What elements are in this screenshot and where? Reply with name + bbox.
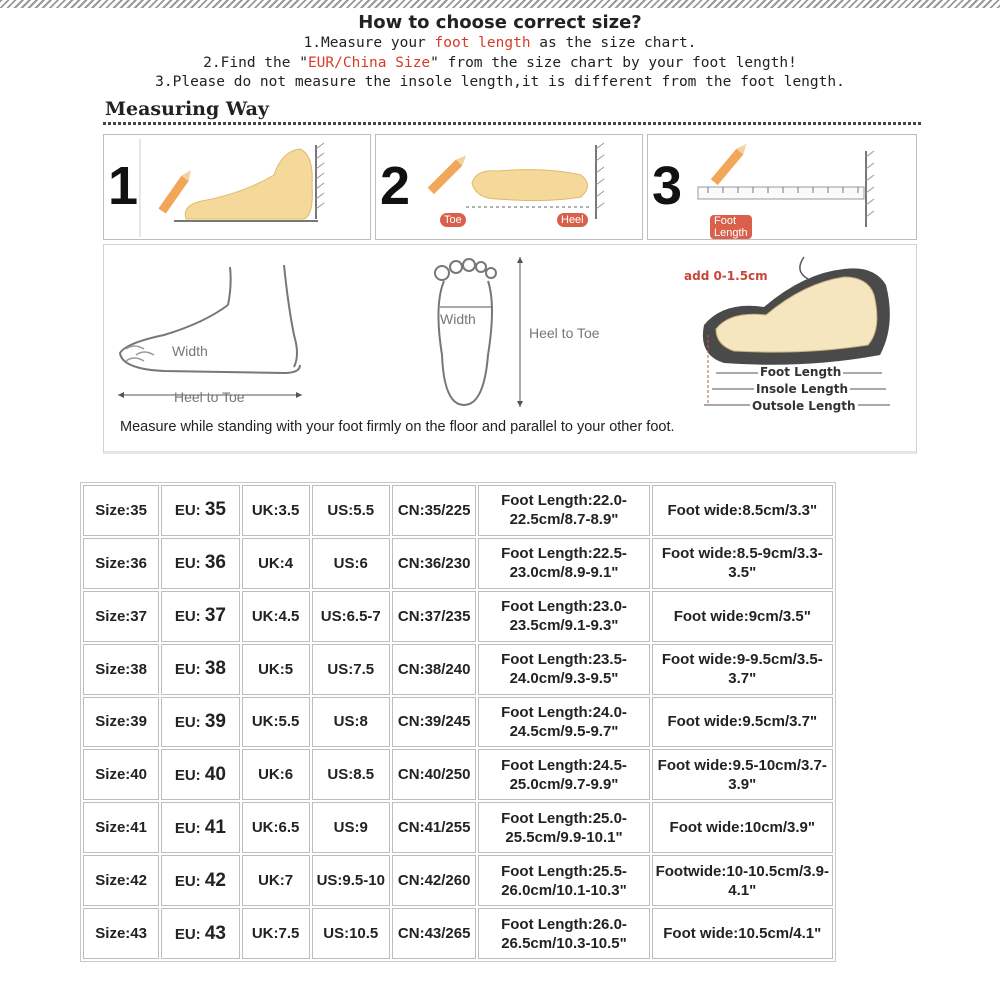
step-1-number: 1 — [108, 156, 139, 216]
eu-number: 36 — [204, 552, 226, 574]
uk-cell: UK:7.5 — [242, 908, 310, 959]
cn-cell: CN:40/250 — [392, 749, 477, 800]
eu-number: 37 — [204, 605, 226, 627]
foot-width-cell: Foot wide:8.5-9cm/3.3-3.5" — [652, 538, 833, 589]
us-cell: US:8 — [312, 697, 390, 748]
uk-cell: UK:6.5 — [242, 802, 310, 853]
eu-label: EU: — [174, 872, 201, 890]
foot-length-tag — [710, 215, 752, 239]
heel-tag: Heel — [557, 213, 588, 227]
table-row — [83, 802, 833, 853]
uk-cell: UK:4.5 — [242, 591, 310, 642]
table-row — [83, 697, 833, 748]
table-row — [83, 538, 833, 589]
step-1-illustration — [104, 135, 372, 241]
eu-label: EU: — [174, 608, 201, 626]
eu-label: EU: — [174, 555, 201, 573]
eu-number: 40 — [204, 763, 226, 785]
size-chart-table — [80, 482, 836, 962]
heel-to-toe-label-footprint: Heel to Toe — [529, 325, 600, 341]
uk-cell: UK:7 — [242, 855, 310, 906]
size-guide-header — [0, 12, 1000, 93]
eu-number: 39 — [204, 710, 226, 732]
eu-cell — [161, 697, 239, 748]
step-3-illustration — [648, 135, 918, 241]
eu-cell — [161, 591, 239, 642]
add-allowance-label: add 0-1.5cm — [684, 269, 768, 283]
eu-cell — [161, 855, 239, 906]
size-cell: Size:39 — [83, 697, 159, 748]
size-cell: Size:42 — [83, 855, 159, 906]
instruction-text: 2.Find the " — [203, 54, 308, 71]
cn-cell: CN:43/265 — [392, 908, 477, 959]
eu-label: EU: — [174, 713, 201, 731]
pencil-icon — [711, 141, 750, 185]
measurement-diagram — [103, 244, 917, 454]
size-cell: Size:41 — [83, 802, 159, 853]
eu-label: EU: — [174, 766, 201, 784]
table-row — [83, 855, 833, 906]
foot-length-tag-line2: Length — [714, 227, 748, 239]
eu-label: EU: — [174, 502, 201, 520]
us-cell: US:10.5 — [312, 908, 390, 959]
cn-cell: CN:36/230 — [392, 538, 477, 589]
eu-cell — [161, 802, 239, 853]
table-row — [83, 591, 833, 642]
foot-width-cell: Footwide:10-10.5cm/3.9-4.1" — [652, 855, 833, 906]
eu-number: 38 — [204, 658, 226, 680]
table-row — [83, 749, 833, 800]
eu-number: 41 — [204, 816, 226, 838]
us-cell: US:9.5-10 — [312, 855, 390, 906]
eu-number: 35 — [204, 499, 226, 521]
foot-width-cell: Foot wide:8.5cm/3.3" — [652, 485, 833, 536]
foot-width-cell: Foot wide:10cm/3.9" — [652, 802, 833, 853]
measurement-caption: Measure while standing with your foot firmly on the floor and parallel to your other foot. — [120, 419, 675, 435]
instruction-text: " from the size chart by your foot length! — [430, 54, 797, 71]
foot-width-cell: Foot wide:9-9.5cm/3.5-3.7" — [652, 644, 833, 695]
instruction-line-3: 3.Please do not measure the insole length,it is different from the foot length. — [155, 74, 845, 90]
cn-cell: CN:41/255 — [392, 802, 477, 853]
foot-length-cell: Foot Length:23.0-23.5cm/9.1-9.3" — [478, 591, 649, 642]
us-cell: US:6 — [312, 538, 390, 589]
foot-length-cell: Foot Length:26.0-26.5cm/10.3-10.5" — [478, 908, 649, 959]
eu-label: EU: — [174, 925, 201, 943]
us-cell: US:7.5 — [312, 644, 390, 695]
foot-length-cell: Foot Length:25.0-25.5cm/9.9-10.1" — [478, 802, 649, 853]
eu-cell — [161, 749, 239, 800]
instruction-text: as the size chart. — [530, 35, 697, 51]
instruction-text: 1.Measure your — [303, 35, 435, 51]
foot-length-cell: Foot Length:22.5-23.0cm/8.9-9.1" — [478, 538, 649, 589]
eu-cell — [161, 485, 239, 536]
width-label-footprint: Width — [440, 311, 476, 327]
page-title: How to choose correct size? — [358, 12, 642, 33]
foot-length-cell: Foot Length:22.0-22.5cm/8.7-8.9" — [478, 485, 649, 536]
us-cell: US:6.5-7 — [312, 591, 390, 642]
cn-cell: CN:39/245 — [392, 697, 477, 748]
highlight-eur-china-size: EUR/China Size — [307, 54, 431, 71]
eu-cell — [161, 644, 239, 695]
uk-cell: UK:5.5 — [242, 697, 310, 748]
eu-number: 42 — [204, 869, 226, 891]
pencil-icon — [428, 152, 470, 194]
foot-length-tag-line1: Foot — [714, 215, 737, 227]
size-cell: Size:40 — [83, 749, 159, 800]
us-cell: US:9 — [312, 802, 390, 853]
step-1-panel — [103, 134, 371, 240]
step-2-number: 2 — [380, 156, 411, 216]
highlight-foot-length: foot length — [434, 35, 531, 51]
measuring-way-underline — [103, 122, 921, 125]
foot-width-cell: Foot wide:10.5cm/4.1" — [652, 908, 833, 959]
instruction-line-1 — [0, 34, 1000, 54]
heel-to-toe-label-side: Heel to Toe — [174, 389, 245, 405]
us-cell: US:5.5 — [312, 485, 390, 536]
measuring-way-heading: Measuring Way — [105, 98, 269, 120]
foot-width-cell: Foot wide:9.5-10cm/3.7-3.9" — [652, 749, 833, 800]
eu-label: EU: — [174, 661, 201, 679]
cn-cell: CN:37/235 — [392, 591, 477, 642]
table-row — [83, 644, 833, 695]
size-cell: Size:36 — [83, 538, 159, 589]
step-2-panel — [375, 134, 643, 240]
step-2-illustration — [376, 135, 644, 241]
foot-length-cell: Foot Length:23.5-24.0cm/9.3-9.5" — [478, 644, 649, 695]
cn-cell: CN:35/225 — [392, 485, 477, 536]
instruction-line-2 — [0, 54, 1000, 74]
size-cell: Size:35 — [83, 485, 159, 536]
cn-cell: CN:42/260 — [392, 855, 477, 906]
size-chart-body — [83, 485, 833, 959]
insole-length-label: Insole Length — [756, 382, 849, 396]
size-cell: Size:38 — [83, 644, 159, 695]
size-cell: Size:43 — [83, 908, 159, 959]
width-label-side: Width — [172, 343, 208, 359]
uk-cell: UK:5 — [242, 644, 310, 695]
foot-width-cell: Foot wide:9.5cm/3.7" — [652, 697, 833, 748]
foot-length-cell: Foot Length:24.0-24.5cm/9.5-9.7" — [478, 697, 649, 748]
foot-width-cell: Foot wide:9cm/3.5" — [652, 591, 833, 642]
foot-length-cell: Foot Length:25.5-26.0cm/10.1-10.3" — [478, 855, 649, 906]
foot-length-cell: Foot Length:24.5-25.0cm/9.7-9.9" — [478, 749, 649, 800]
eu-cell — [161, 538, 239, 589]
step-3-number: 3 — [652, 156, 683, 216]
uk-cell: UK:6 — [242, 749, 310, 800]
uk-cell: UK:4 — [242, 538, 310, 589]
us-cell: US:8.5 — [312, 749, 390, 800]
toe-tag: Toe — [440, 213, 466, 227]
table-row — [83, 908, 833, 959]
cn-cell: CN:38/240 — [392, 644, 477, 695]
decorative-top-border — [0, 0, 1000, 8]
uk-cell: UK:3.5 — [242, 485, 310, 536]
outsole-length-label: Outsole Length — [752, 399, 856, 413]
eu-number: 43 — [204, 922, 226, 944]
foot-length-label: Foot Length — [760, 365, 842, 379]
table-row — [83, 485, 833, 536]
eu-label: EU: — [174, 819, 201, 837]
step-3-panel — [647, 134, 917, 240]
size-cell: Size:37 — [83, 591, 159, 642]
eu-cell — [161, 908, 239, 959]
